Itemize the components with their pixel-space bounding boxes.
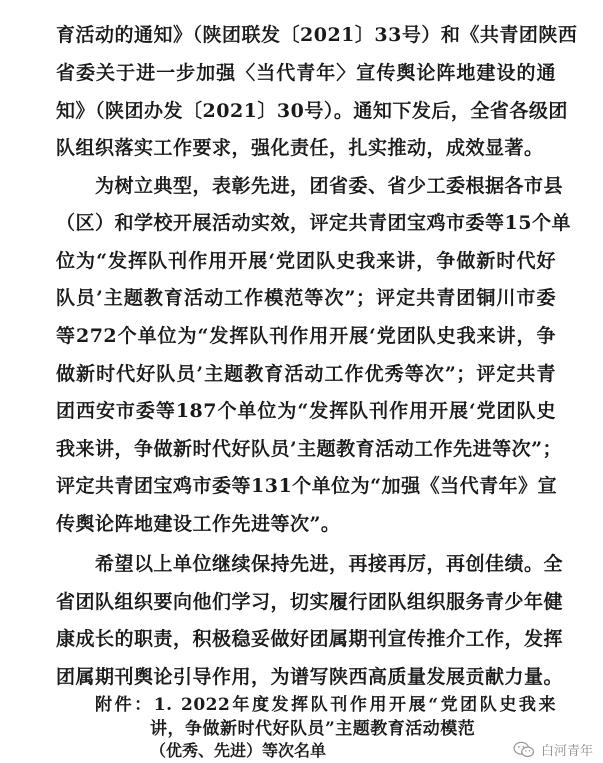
paragraph-1-line-1: 育活动的通知》（陕团联发〔2021〕33号）和《共青团陕西 <box>56 24 578 46</box>
paragraph-1-line-2: 省委关于进一步加强〈当代青年〉宣传舆论阵地建设的通 <box>56 62 556 84</box>
paragraph-3-line-2: 省团队组织要向他们学习，切实履行团队组织服务青少年健 <box>56 591 564 613</box>
attachment-line-1: 附件：1. 2022年度发挥队刊作用开展“党团队史我来 <box>95 695 556 715</box>
paragraph-2-line-1: 为树立典型，表彰先进，团省委、省少工委根据各市县 <box>95 175 564 197</box>
paragraph-3-line-1: 希望以上单位继续保持先进，再接再厉，再创佳绩。全 <box>95 553 564 575</box>
paragraph-1-line-3: 知》（陕团办发〔2021〕30号）。通知下发后，全省各级团 <box>56 100 568 122</box>
paragraph-2-line-3: 位为“发挥队刊作用开展‘党团队史我来讲，争做新时代好 <box>56 250 556 272</box>
paragraph-2-line-2: （区）和学校开展活动实效，评定共青团宝鸡市委等15个单 <box>56 212 571 234</box>
attachment-line-3: （优秀、先进）等次名单 <box>150 741 327 760</box>
paragraph-2-line-4: 队员’主题教育活动工作模范等次”；评定共青团铜川市委 <box>56 287 556 309</box>
paragraph-2-line-8: 我来讲，争做新时代好队员’主题教育活动工作先进等次”； <box>56 438 563 460</box>
watermark <box>513 740 593 759</box>
paragraph-2-line-6: 做新时代好队员’主题教育活动工作优秀等次”；评定共青 <box>56 363 556 385</box>
paragraph-2-line-7: 团西安市委等187个单位为“发挥队刊作用开展‘党团队史 <box>56 400 556 422</box>
paragraph-2-line-5: 等272个单位为“发挥队刊作用开展‘党团队史我来讲，争 <box>56 325 556 347</box>
wechat-icon <box>513 741 535 759</box>
paragraph-2-line-10: 传舆论阵地建设工作先进等次”。 <box>56 513 341 535</box>
attachment-line-2: 讲，争做新时代好队员”主题教育活动模范 <box>150 719 476 739</box>
watermark-label: 白河青年 <box>540 743 593 758</box>
paragraph-1-line-4: 队组织落实工作要求，强化责任，扎实推动，成效显著。 <box>56 137 544 159</box>
paragraph-2-line-9: 评定共青团宝鸡市委等131个单位为“加强《当代青年》宣 <box>56 475 558 497</box>
paragraph-3-line-4: 团属期刊舆论引导作用，为谱写陕西高质量发展贡献力量。 <box>56 666 564 688</box>
paragraph-3-line-3: 康成长的职责，积极稳妥做好团属期刊宣传推介工作，发挥 <box>56 628 564 650</box>
